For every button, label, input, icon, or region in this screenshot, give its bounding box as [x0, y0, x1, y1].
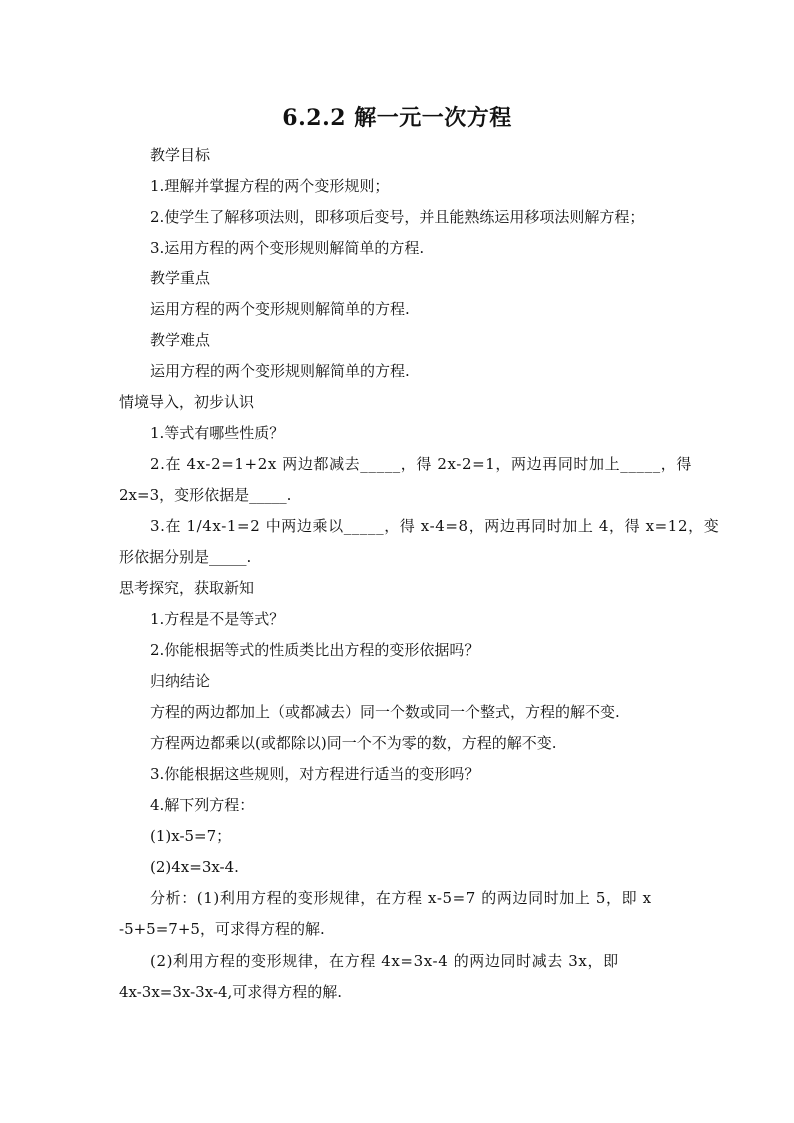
section2-question-1: 1.方程是不是等式？ [150, 610, 285, 628]
section1-question-1: 1.等式有哪些性质？ [150, 424, 285, 442]
analysis-1-line-1: 分析：(1)利用方程的变形规律，在方程 x-5=7 的两边同时加上 5，即 x [150, 889, 652, 907]
key-point-text: 运用方程的两个变形规则解简单的方程. [150, 300, 410, 318]
section2-question-3: 3.你能根据这些规则，对方程进行适当的变形吗？ [150, 765, 480, 783]
document-title: 6.2.2 解一元一次方程 [282, 105, 512, 131]
objective-item-3: 3.运用方程的两个变形规则解简单的方程. [150, 239, 425, 257]
section2-question-2: 2.你能根据等式的性质类比出方程的变形依据吗？ [150, 641, 480, 659]
section1-question-2-line-2: 2x=3，变形依据是_____. [119, 486, 292, 504]
difficulty-text: 运用方程的两个变形规则解简单的方程. [150, 362, 410, 380]
conclusion-2: 方程两边都乘以(或都除以)同一个不为零的数，方程的解不变. [150, 734, 557, 752]
section1-question-3-line-1: 3.在 1/4x-1=2 中两边乘以_____，得 x-4=8，两边再同时加上 4，得 x=12，变 [150, 517, 720, 535]
difficulty-heading: 教学难点 [150, 331, 211, 349]
objective-item-2: 2.使学生了解移项法则，即移项后变号，并且能熟练运用移项法则解方程； [150, 208, 645, 226]
objectives-heading: 教学目标 [150, 146, 211, 164]
key-point-heading: 教学重点 [150, 269, 211, 287]
section1-question-3-line-2: 形依据分别是_____. [119, 548, 252, 566]
objective-item-1: 1.理解并掌握方程的两个变形规则； [150, 177, 390, 195]
analysis-1-line-2: -5+5=7+5，可求得方程的解. [119, 920, 325, 938]
section2-heading: 思考探究，获取新知 [119, 579, 255, 597]
analysis-2-line-2: 4x-3x=3x-3x-4,可求得方程的解. [119, 983, 343, 1001]
conclusion-heading: 归纳结论 [150, 672, 211, 690]
section2-question-4: 4.解下列方程： [150, 796, 255, 814]
equation-1: (1)x-5=7； [150, 827, 232, 845]
equation-2: (2)4x=3x-4. [150, 858, 239, 876]
analysis-2-line-1: (2)利用方程的变形规律，在方程 4x=3x-4 的两边同时减去 3x，即 [150, 952, 619, 970]
conclusion-1: 方程的两边都加上（或都减去）同一个数或同一个整式，方程的解不变. [150, 703, 620, 721]
section1-heading: 情境导入，初步认识 [119, 393, 255, 411]
section1-question-2-line-1: 2.在 4x-2=1+2x 两边都减去_____，得 2x-2=1，两边再同时加上_____，得 [150, 455, 692, 473]
